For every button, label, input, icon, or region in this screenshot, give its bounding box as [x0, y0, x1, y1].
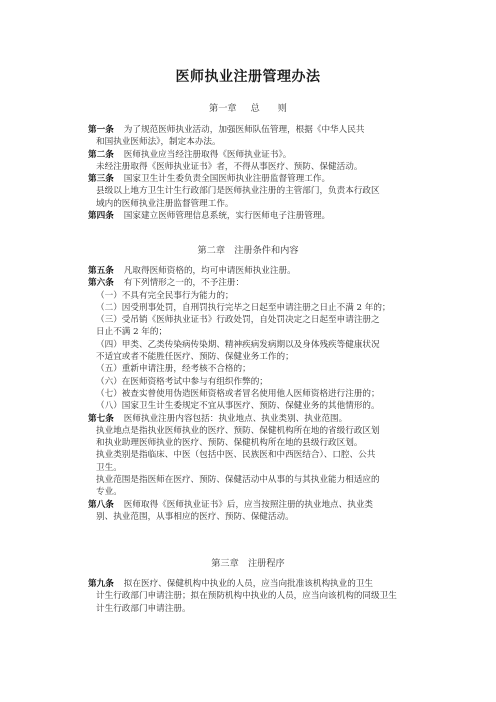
text-line	[88, 302, 406, 314]
line-text: 域内的医师执业注册监督管理工作。	[96, 198, 234, 209]
line-text: 国家建立医师管理信息系统，实行医师电子注册管理。	[123, 211, 331, 222]
line-text: 执业类别是指临床、中医（包括中医、民族医和中西医结合）、口腔、公共	[96, 450, 376, 461]
document-title: 医师执业注册管理办法	[175, 69, 321, 85]
article-number: 第六条	[88, 278, 114, 289]
article-number: 第九条	[88, 579, 114, 589]
line-text: 计生行政部门申请注册。	[96, 603, 191, 614]
chapter-number: 第一章	[209, 103, 237, 114]
article-number: 第三条	[88, 174, 114, 185]
line-text: 不适宜或者不能胜任医疗、预防、保健业务工作的；	[96, 352, 294, 363]
text-line	[88, 124, 406, 136]
line-text: 和国执业医师法》，制定本办法。	[96, 137, 221, 148]
line-text: （一）不具有完全民事行为能力的；	[96, 290, 234, 301]
article-number: 第七条	[88, 413, 114, 424]
line-text: 有下列情形之一的，不予注册：	[123, 278, 245, 289]
line-text: （五）重新申请注册，经考核不合格的；	[96, 364, 251, 375]
article-number: 第二条	[88, 149, 114, 160]
text-line	[88, 351, 406, 363]
text-line	[88, 425, 406, 437]
text-line	[88, 462, 406, 474]
text-line	[88, 210, 406, 222]
chapter-2-body	[88, 265, 406, 523]
text-line	[88, 603, 406, 615]
text-line	[88, 590, 406, 602]
text-line	[88, 339, 406, 351]
text-line	[88, 400, 406, 412]
line-text: （三）受吊销《医师执业证书》行政处罚，自处罚决定之日起至申请注册之	[96, 315, 380, 326]
text-line	[88, 578, 406, 590]
text-line	[88, 198, 406, 210]
line-text: 专业。	[96, 487, 122, 498]
line-text: 未经注册取得《医师执业证书》者，不得从事医疗、预防、保健活动。	[96, 161, 363, 172]
line-text: （二）因受刑事处罚，自刑罚执行完毕之日起至申请注册之日止不满 2 年的；	[96, 302, 391, 313]
chapter-heading-3: 第三章 注册程序	[211, 558, 285, 569]
chapter-word-2: 则	[277, 103, 287, 114]
text-line	[88, 363, 406, 375]
text-line	[88, 161, 406, 173]
text-line	[88, 437, 406, 449]
text-line	[88, 326, 406, 338]
text-line	[88, 486, 406, 498]
line-text: 执业范围是指医师在医疗、预防、保健活动中从事的与其执业能力相适应的	[96, 475, 380, 486]
chapter-heading-2: 第二章 注册条件和内容	[197, 245, 299, 256]
chapter-heading-1	[0, 100, 496, 114]
line-text: 日止不满 2 年的；	[96, 327, 168, 338]
text-line	[88, 265, 406, 277]
line-text: 国家卫生计生委负责全国医师执业注册监督管理工作。	[123, 174, 331, 185]
text-line	[88, 474, 406, 486]
text-line	[88, 376, 406, 388]
article-number: 第八条	[88, 499, 114, 510]
text-line	[88, 511, 406, 523]
line-text: 医师执业注册内容包括：执业地点、执业类别、执业范围。	[123, 413, 348, 424]
chapter-word-1: 总	[250, 103, 260, 114]
line-text: 医师执业应当经注册取得《医师执业证书》。	[123, 149, 292, 160]
text-line	[88, 290, 406, 302]
line-text: （八）国家卫生计生委规定不宜从事医疗、预防、保健业务的其他情形的。	[96, 401, 380, 412]
chapter-3-body	[88, 578, 406, 615]
line-text: 别、执业范围，从事相应的医疗、预防、保健活动。	[96, 511, 294, 522]
line-text: 为了规范医师执业活动，加强医师队伍管理，根据《中华人民共	[123, 125, 365, 135]
text-line	[88, 173, 406, 185]
line-text: 执业地点是指执业医师执业的医疗、预防、保健机构所在地的省级行政区划	[96, 425, 380, 436]
line-text: 拟在医疗、保健机构中执业的人员，应当向批准该机构执业的卫生	[123, 579, 374, 589]
line-text: （六）在医师资格考试中参与有组织作弊的；	[96, 376, 268, 387]
text-line	[88, 449, 406, 461]
chapter-1-body	[88, 124, 406, 222]
text-line	[88, 136, 406, 148]
line-text: 县级以上地方卫生计生行政部门是医师执业注册的主管部门，负责本行政区	[96, 186, 380, 197]
line-text: 卫生。	[96, 462, 122, 473]
text-line	[88, 413, 406, 425]
text-line	[88, 499, 406, 511]
article-number: 第一条	[88, 125, 114, 135]
text-line	[88, 185, 406, 197]
text-line	[88, 149, 406, 161]
line-text: 医师取得《医师执业证书》后，应当按照注册的执业地点、执业类	[123, 499, 374, 510]
line-text: （七）被查实曾使用伪造医师资格或者冒名使用他人医师资格进行注册的；	[96, 388, 380, 399]
line-text: （四）甲类、乙类传染病传染期、精神疾病发病期以及身体残疾等健康状况	[96, 339, 380, 350]
text-line	[88, 388, 406, 400]
text-line	[88, 277, 406, 289]
text-line	[88, 314, 406, 326]
line-text: 和执业助理医师执业的医疗、预防、保健机构所在地的县级行政区划。	[96, 438, 363, 449]
line-text: 计生行政部门申请注册；拟在预防机构中执业的人员，应当向该机构的同级卫生	[96, 591, 397, 602]
line-text: 凡取得医师资格的，均可申请医师执业注册。	[123, 266, 296, 276]
article-number: 第四条	[88, 211, 114, 222]
article-number: 第五条	[88, 266, 114, 276]
